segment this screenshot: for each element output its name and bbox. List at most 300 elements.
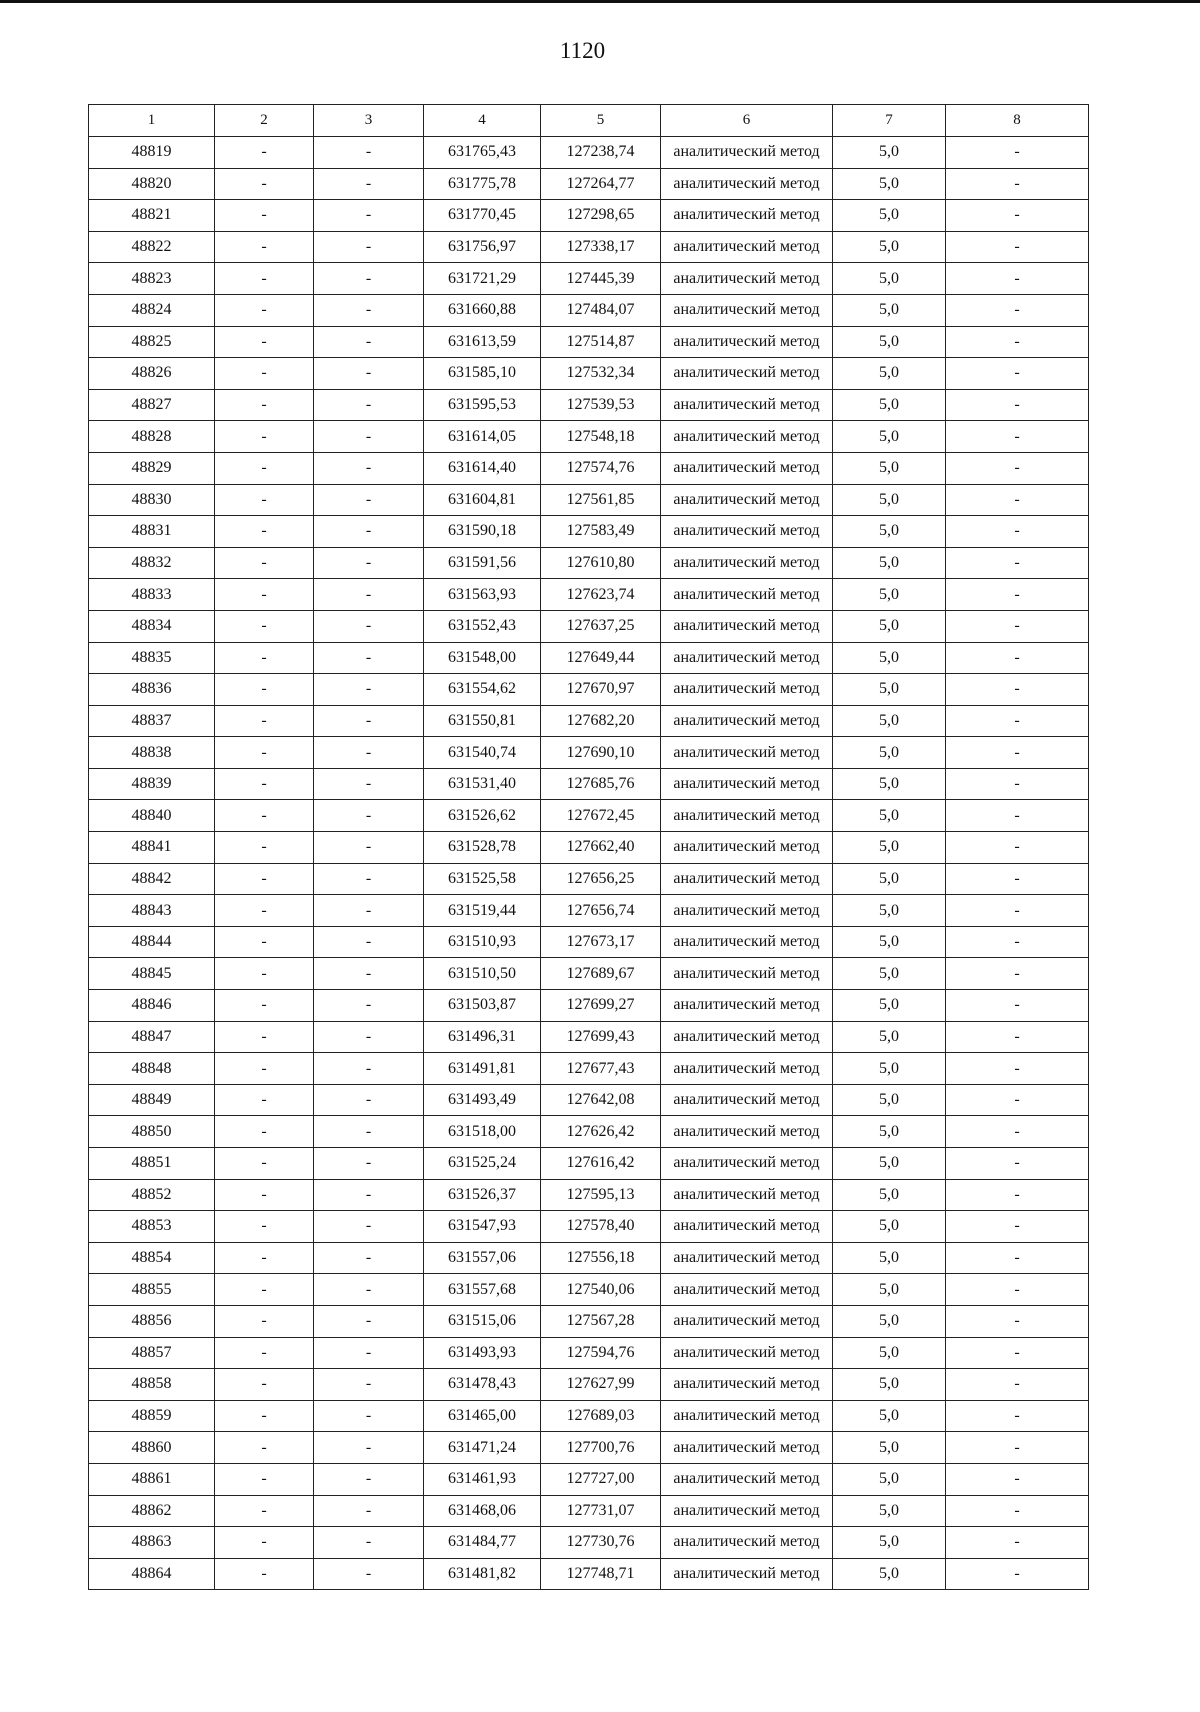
column-3-cell: - <box>314 895 424 927</box>
table-row <box>89 832 1089 864</box>
method-cell: аналитический метод <box>661 168 833 200</box>
column-2-cell: - <box>215 1558 314 1590</box>
accuracy-cell: 5,0 <box>833 547 946 579</box>
coordinate-y-cell: 127748,71 <box>541 1558 661 1590</box>
table-row <box>89 547 1089 579</box>
column-3-cell: - <box>314 1400 424 1432</box>
column-2-cell: - <box>215 168 314 200</box>
method-cell: аналитический метод <box>661 137 833 169</box>
column-2-cell: - <box>215 294 314 326</box>
column-8-cell: - <box>946 200 1089 232</box>
method-cell: аналитический метод <box>661 1527 833 1559</box>
coordinate-y-cell: 127642,08 <box>541 1084 661 1116</box>
coordinate-y-cell: 127445,39 <box>541 263 661 295</box>
column-3-cell: - <box>314 421 424 453</box>
column-2-cell: - <box>215 389 314 421</box>
table-row <box>89 1148 1089 1180</box>
column-2-cell: - <box>215 1463 314 1495</box>
column-8-cell: - <box>946 358 1089 390</box>
coordinate-x-cell: 631465,00 <box>424 1400 541 1432</box>
accuracy-cell: 5,0 <box>833 674 946 706</box>
method-cell: аналитический метод <box>661 294 833 326</box>
column-8-cell: - <box>946 1084 1089 1116</box>
table-row <box>89 926 1089 958</box>
column-2-cell: - <box>215 1432 314 1464</box>
accuracy-cell: 5,0 <box>833 168 946 200</box>
coordinate-x-cell: 631540,74 <box>424 737 541 769</box>
column-2-cell: - <box>215 516 314 548</box>
table-row <box>89 326 1089 358</box>
column-8-cell: - <box>946 326 1089 358</box>
column-3-cell: - <box>314 1369 424 1401</box>
column-3-cell: - <box>314 1021 424 1053</box>
coordinate-x-cell: 631614,05 <box>424 421 541 453</box>
point-number-cell: 48820 <box>89 168 215 200</box>
column-2-cell: - <box>215 1148 314 1180</box>
coordinate-x-cell: 631519,44 <box>424 895 541 927</box>
method-cell: аналитический метод <box>661 990 833 1022</box>
point-number-cell: 48838 <box>89 737 215 769</box>
method-cell: аналитический метод <box>661 1053 833 1085</box>
method-cell: аналитический метод <box>661 579 833 611</box>
accuracy-cell: 5,0 <box>833 1369 946 1401</box>
column-8-cell: - <box>946 863 1089 895</box>
column-8-cell: - <box>946 1463 1089 1495</box>
method-cell: аналитический метод <box>661 516 833 548</box>
point-number-cell: 48828 <box>89 421 215 453</box>
method-cell: аналитический метод <box>661 737 833 769</box>
column-8-cell: - <box>946 168 1089 200</box>
table-row <box>89 1558 1089 1590</box>
accuracy-cell: 5,0 <box>833 1148 946 1180</box>
point-number-cell: 48823 <box>89 263 215 295</box>
column-8-cell: - <box>946 800 1089 832</box>
column-2-cell: - <box>215 1400 314 1432</box>
table-body <box>89 137 1089 1590</box>
column-8-cell: - <box>946 1148 1089 1180</box>
point-number-cell: 48857 <box>89 1337 215 1369</box>
column-2-cell: - <box>215 832 314 864</box>
coordinate-x-cell: 631481,82 <box>424 1558 541 1590</box>
table-row <box>89 1179 1089 1211</box>
column-3-cell: - <box>314 1274 424 1306</box>
column-3-cell: - <box>314 1337 424 1369</box>
accuracy-cell: 5,0 <box>833 263 946 295</box>
table-row <box>89 389 1089 421</box>
method-cell: аналитический метод <box>661 705 833 737</box>
accuracy-cell: 5,0 <box>833 737 946 769</box>
column-3-cell: - <box>314 231 424 263</box>
point-number-cell: 48822 <box>89 231 215 263</box>
column-2-cell: - <box>215 1116 314 1148</box>
method-cell: аналитический метод <box>661 1084 833 1116</box>
method-cell: аналитический метод <box>661 231 833 263</box>
coordinate-y-cell: 127610,80 <box>541 547 661 579</box>
table-row <box>89 674 1089 706</box>
point-number-cell: 48841 <box>89 832 215 864</box>
column-2-cell: - <box>215 800 314 832</box>
column-8-cell: - <box>946 547 1089 579</box>
coordinate-y-cell: 127685,76 <box>541 768 661 800</box>
column-8-cell: - <box>946 294 1089 326</box>
coordinate-y-cell: 127548,18 <box>541 421 661 453</box>
accuracy-cell: 5,0 <box>833 358 946 390</box>
accuracy-cell: 5,0 <box>833 705 946 737</box>
point-number-cell: 48835 <box>89 642 215 674</box>
method-cell: аналитический метод <box>661 895 833 927</box>
coordinate-y-cell: 127583,49 <box>541 516 661 548</box>
accuracy-cell: 5,0 <box>833 768 946 800</box>
coordinate-y-cell: 127637,25 <box>541 610 661 642</box>
coordinate-y-cell: 127656,25 <box>541 863 661 895</box>
point-number-cell: 48854 <box>89 1242 215 1274</box>
method-cell: аналитический метод <box>661 1242 833 1274</box>
column-8-cell: - <box>946 674 1089 706</box>
column-8-cell: - <box>946 1053 1089 1085</box>
column-2-cell: - <box>215 642 314 674</box>
coordinate-y-cell: 127595,13 <box>541 1179 661 1211</box>
coordinate-x-cell: 631484,77 <box>424 1527 541 1559</box>
point-number-cell: 48858 <box>89 1369 215 1401</box>
table-row <box>89 421 1089 453</box>
point-number-cell: 48839 <box>89 768 215 800</box>
coordinate-x-cell: 631660,88 <box>424 294 541 326</box>
column-3-cell: - <box>314 768 424 800</box>
column-8-cell: - <box>946 1274 1089 1306</box>
accuracy-cell: 5,0 <box>833 895 946 927</box>
accuracy-cell: 5,0 <box>833 389 946 421</box>
method-cell: аналитический метод <box>661 452 833 484</box>
column-3-cell: - <box>314 926 424 958</box>
coordinate-y-cell: 127574,76 <box>541 452 661 484</box>
column-2-cell: - <box>215 137 314 169</box>
point-number-cell: 48837 <box>89 705 215 737</box>
coordinate-x-cell: 631721,29 <box>424 263 541 295</box>
coordinate-y-cell: 127682,20 <box>541 705 661 737</box>
column-8-cell: - <box>946 452 1089 484</box>
column-8-cell: - <box>946 1558 1089 1590</box>
method-cell: аналитический метод <box>661 1148 833 1180</box>
accuracy-cell: 5,0 <box>833 1053 946 1085</box>
column-8-cell: - <box>946 137 1089 169</box>
accuracy-cell: 5,0 <box>833 1179 946 1211</box>
column-8-cell: - <box>946 1116 1089 1148</box>
column-2-cell: - <box>215 610 314 642</box>
coordinate-x-cell: 631526,62 <box>424 800 541 832</box>
method-cell: аналитический метод <box>661 200 833 232</box>
accuracy-cell: 5,0 <box>833 1305 946 1337</box>
coordinate-y-cell: 127514,87 <box>541 326 661 358</box>
coordinate-x-cell: 631528,78 <box>424 832 541 864</box>
table-row <box>89 863 1089 895</box>
coordinate-x-cell: 631765,43 <box>424 137 541 169</box>
coordinate-y-cell: 127677,43 <box>541 1053 661 1085</box>
accuracy-cell: 5,0 <box>833 1527 946 1559</box>
table-row <box>89 768 1089 800</box>
coordinate-y-cell: 127567,28 <box>541 1305 661 1337</box>
coordinate-y-cell: 127727,00 <box>541 1463 661 1495</box>
method-cell: аналитический метод <box>661 1495 833 1527</box>
column-3-cell: - <box>314 294 424 326</box>
column-3-cell: - <box>314 800 424 832</box>
coordinate-y-cell: 127690,10 <box>541 737 661 769</box>
table-row <box>89 958 1089 990</box>
column-3-cell: - <box>314 200 424 232</box>
point-number-cell: 48834 <box>89 610 215 642</box>
coordinate-y-cell: 127699,27 <box>541 990 661 1022</box>
point-number-cell: 48819 <box>89 137 215 169</box>
column-3-cell: - <box>314 137 424 169</box>
coordinate-x-cell: 631614,40 <box>424 452 541 484</box>
point-number-cell: 48859 <box>89 1400 215 1432</box>
coordinate-x-cell: 631585,10 <box>424 358 541 390</box>
column-2-cell: - <box>215 1369 314 1401</box>
column-8-cell: - <box>946 737 1089 769</box>
method-cell: аналитический метод <box>661 263 833 295</box>
table-row <box>89 800 1089 832</box>
column-3-cell: - <box>314 1305 424 1337</box>
table-row <box>89 610 1089 642</box>
column-2-cell: - <box>215 326 314 358</box>
coordinate-y-cell: 127578,40 <box>541 1211 661 1243</box>
coordinate-y-cell: 127689,67 <box>541 958 661 990</box>
method-cell: аналитический метод <box>661 674 833 706</box>
column-2-cell: - <box>215 958 314 990</box>
column-header: 6 <box>661 105 833 137</box>
column-3-cell: - <box>314 1148 424 1180</box>
method-cell: аналитический метод <box>661 1211 833 1243</box>
column-2-cell: - <box>215 1274 314 1306</box>
column-2-cell: - <box>215 200 314 232</box>
point-number-cell: 48840 <box>89 800 215 832</box>
point-number-cell: 48852 <box>89 1179 215 1211</box>
column-8-cell: - <box>946 768 1089 800</box>
coordinate-y-cell: 127623,74 <box>541 579 661 611</box>
column-3-cell: - <box>314 1116 424 1148</box>
coordinate-y-cell: 127662,40 <box>541 832 661 864</box>
column-3-cell: - <box>314 674 424 706</box>
column-8-cell: - <box>946 705 1089 737</box>
coordinate-y-cell: 127672,45 <box>541 800 661 832</box>
point-number-cell: 48853 <box>89 1211 215 1243</box>
column-3-cell: - <box>314 1211 424 1243</box>
coordinate-y-cell: 127649,44 <box>541 642 661 674</box>
method-cell: аналитический метод <box>661 1558 833 1590</box>
coordinate-x-cell: 631604,81 <box>424 484 541 516</box>
column-8-cell: - <box>946 958 1089 990</box>
table-row <box>89 705 1089 737</box>
coordinate-x-cell: 631548,00 <box>424 642 541 674</box>
column-8-cell: - <box>946 389 1089 421</box>
table-row <box>89 1305 1089 1337</box>
coordinate-x-cell: 631613,59 <box>424 326 541 358</box>
point-number-cell: 48860 <box>89 1432 215 1464</box>
coordinate-x-cell: 631557,06 <box>424 1242 541 1274</box>
coordinate-y-cell: 127594,76 <box>541 1337 661 1369</box>
coordinate-x-cell: 631557,68 <box>424 1274 541 1306</box>
column-8-cell: - <box>946 421 1089 453</box>
column-3-cell: - <box>314 610 424 642</box>
coordinate-y-cell: 127338,17 <box>541 231 661 263</box>
column-8-cell: - <box>946 1495 1089 1527</box>
method-cell: аналитический метод <box>661 1305 833 1337</box>
table-row <box>89 1274 1089 1306</box>
column-header: 1 <box>89 105 215 137</box>
column-3-cell: - <box>314 958 424 990</box>
accuracy-cell: 5,0 <box>833 1084 946 1116</box>
coordinates-table <box>88 104 1089 1590</box>
column-2-cell: - <box>215 1084 314 1116</box>
column-3-cell: - <box>314 516 424 548</box>
column-8-cell: - <box>946 926 1089 958</box>
column-2-cell: - <box>215 895 314 927</box>
column-2-cell: - <box>215 674 314 706</box>
point-number-cell: 48862 <box>89 1495 215 1527</box>
column-2-cell: - <box>215 1527 314 1559</box>
column-3-cell: - <box>314 642 424 674</box>
table-row <box>89 231 1089 263</box>
accuracy-cell: 5,0 <box>833 1116 946 1148</box>
accuracy-cell: 5,0 <box>833 1558 946 1590</box>
table-row <box>89 737 1089 769</box>
point-number-cell: 48843 <box>89 895 215 927</box>
point-number-cell: 48821 <box>89 200 215 232</box>
point-number-cell: 48825 <box>89 326 215 358</box>
column-2-cell: - <box>215 1179 314 1211</box>
coordinate-y-cell: 127484,07 <box>541 294 661 326</box>
column-2-cell: - <box>215 263 314 295</box>
method-cell: аналитический метод <box>661 1400 833 1432</box>
column-2-cell: - <box>215 863 314 895</box>
accuracy-cell: 5,0 <box>833 1274 946 1306</box>
coordinate-y-cell: 127731,07 <box>541 1495 661 1527</box>
coordinate-y-cell: 127616,42 <box>541 1148 661 1180</box>
coordinate-y-cell: 127626,42 <box>541 1116 661 1148</box>
coordinate-y-cell: 127532,34 <box>541 358 661 390</box>
point-number-cell: 48833 <box>89 579 215 611</box>
coordinate-x-cell: 631756,97 <box>424 231 541 263</box>
table-row <box>89 516 1089 548</box>
method-cell: аналитический метод <box>661 1116 833 1148</box>
method-cell: аналитический метод <box>661 389 833 421</box>
point-number-cell: 48861 <box>89 1463 215 1495</box>
method-cell: аналитический метод <box>661 1369 833 1401</box>
coordinate-y-cell: 127264,77 <box>541 168 661 200</box>
column-8-cell: - <box>946 610 1089 642</box>
point-number-cell: 48850 <box>89 1116 215 1148</box>
column-2-cell: - <box>215 231 314 263</box>
column-8-cell: - <box>946 1305 1089 1337</box>
column-3-cell: - <box>314 990 424 1022</box>
accuracy-cell: 5,0 <box>833 231 946 263</box>
table-row <box>89 1527 1089 1559</box>
coordinate-x-cell: 631491,81 <box>424 1053 541 1085</box>
point-number-cell: 48855 <box>89 1274 215 1306</box>
coordinate-y-cell: 127656,74 <box>541 895 661 927</box>
point-number-cell: 48848 <box>89 1053 215 1085</box>
coordinate-y-cell: 127699,43 <box>541 1021 661 1053</box>
table-row <box>89 263 1089 295</box>
coordinate-x-cell: 631461,93 <box>424 1463 541 1495</box>
accuracy-cell: 5,0 <box>833 642 946 674</box>
column-8-cell: - <box>946 1369 1089 1401</box>
coordinate-x-cell: 631510,93 <box>424 926 541 958</box>
method-cell: аналитический метод <box>661 547 833 579</box>
column-header: 2 <box>215 105 314 137</box>
accuracy-cell: 5,0 <box>833 579 946 611</box>
point-number-cell: 48831 <box>89 516 215 548</box>
column-2-cell: - <box>215 1021 314 1053</box>
column-3-cell: - <box>314 1053 424 1085</box>
point-number-cell: 48856 <box>89 1305 215 1337</box>
point-number-cell: 48864 <box>89 1558 215 1590</box>
method-cell: аналитический метод <box>661 863 833 895</box>
table-row <box>89 1242 1089 1274</box>
column-8-cell: - <box>946 895 1089 927</box>
coordinate-x-cell: 631552,43 <box>424 610 541 642</box>
column-8-cell: - <box>946 1432 1089 1464</box>
coordinate-x-cell: 631526,37 <box>424 1179 541 1211</box>
column-8-cell: - <box>946 1242 1089 1274</box>
table-header-row <box>89 105 1089 137</box>
table-row <box>89 579 1089 611</box>
coordinate-y-cell: 127700,76 <box>541 1432 661 1464</box>
table-row <box>89 1211 1089 1243</box>
accuracy-cell: 5,0 <box>833 516 946 548</box>
coordinate-x-cell: 631554,62 <box>424 674 541 706</box>
table-row <box>89 168 1089 200</box>
point-number-cell: 48836 <box>89 674 215 706</box>
column-8-cell: - <box>946 1021 1089 1053</box>
coordinate-y-cell: 127539,53 <box>541 389 661 421</box>
point-number-cell: 48863 <box>89 1527 215 1559</box>
coordinate-y-cell: 127540,06 <box>541 1274 661 1306</box>
table-row <box>89 452 1089 484</box>
coordinate-y-cell: 127556,18 <box>541 1242 661 1274</box>
column-3-cell: - <box>314 484 424 516</box>
method-cell: аналитический метод <box>661 1432 833 1464</box>
column-8-cell: - <box>946 231 1089 263</box>
coordinate-x-cell: 631775,78 <box>424 168 541 200</box>
table-row <box>89 895 1089 927</box>
column-2-cell: - <box>215 926 314 958</box>
column-3-cell: - <box>314 168 424 200</box>
method-cell: аналитический метод <box>661 1021 833 1053</box>
coordinate-x-cell: 631471,24 <box>424 1432 541 1464</box>
column-8-cell: - <box>946 516 1089 548</box>
column-2-cell: - <box>215 1242 314 1274</box>
coordinate-x-cell: 631547,93 <box>424 1211 541 1243</box>
table-row <box>89 642 1089 674</box>
point-number-cell: 48830 <box>89 484 215 516</box>
accuracy-cell: 5,0 <box>833 1432 946 1464</box>
coordinate-x-cell: 631591,56 <box>424 547 541 579</box>
accuracy-cell: 5,0 <box>833 1463 946 1495</box>
coordinate-x-cell: 631493,93 <box>424 1337 541 1369</box>
coordinate-x-cell: 631496,31 <box>424 1021 541 1053</box>
column-2-cell: - <box>215 484 314 516</box>
column-3-cell: - <box>314 1242 424 1274</box>
coordinate-x-cell: 631468,06 <box>424 1495 541 1527</box>
point-number-cell: 48842 <box>89 863 215 895</box>
column-header: 7 <box>833 105 946 137</box>
column-8-cell: - <box>946 1527 1089 1559</box>
column-3-cell: - <box>314 1558 424 1590</box>
column-3-cell: - <box>314 1084 424 1116</box>
column-8-cell: - <box>946 1400 1089 1432</box>
coordinate-y-cell: 127673,17 <box>541 926 661 958</box>
coordinate-x-cell: 631563,93 <box>424 579 541 611</box>
